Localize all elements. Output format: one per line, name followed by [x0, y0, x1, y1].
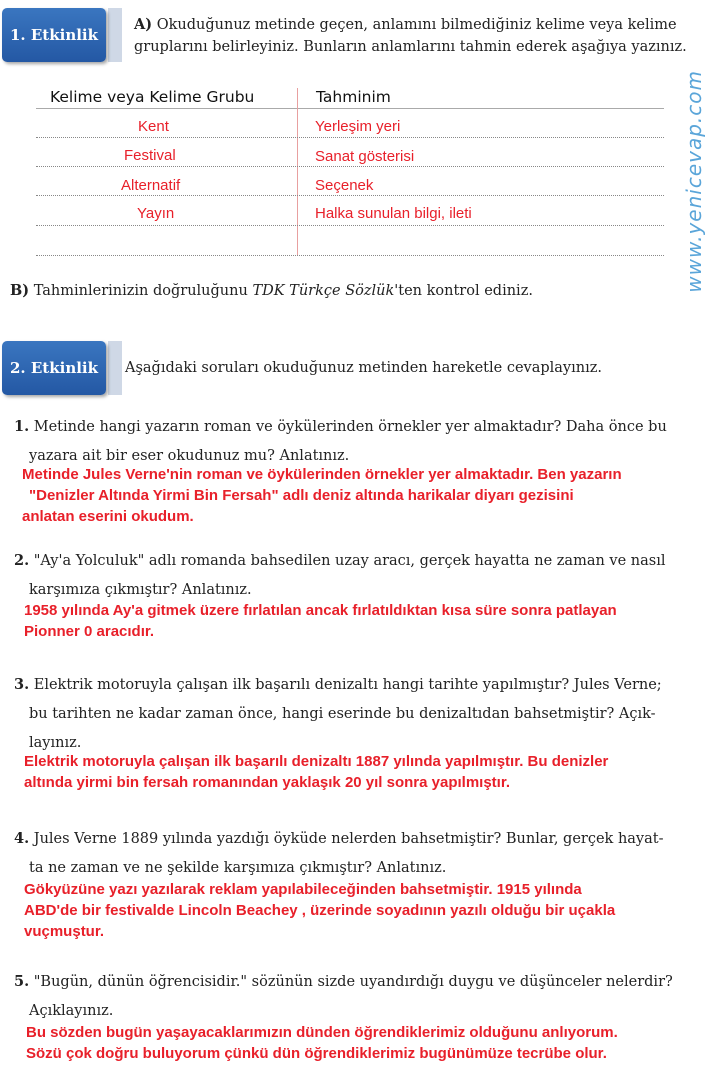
question-line: Jules Verne 1889 yılında yazdığı öyküde nelerden bahsetmiştir? Bunlar, gerçek hayat-	[33, 831, 664, 847]
answer-2	[24, 600, 617, 642]
question-number: 3.	[14, 676, 30, 693]
question-line: "Ay'a Yolculuk" adlı romanda bahsedilen uzay aracı, gerçek hayatta ne zaman ve nasıl	[33, 553, 666, 569]
answer-line: 1958 yılında Ay'a gitmek üzere fırlatılan ancak fırlatıldıktan kısa süre sonra patlayan	[24, 602, 617, 619]
table-header-guess: Tahminim	[316, 88, 391, 106]
answer-line: Sözü çok doğru buluyorum çünkü dün öğrendiklerimiz bugünümüze tecrübe olur.	[26, 1045, 607, 1062]
table-cell-guess: Halka sunulan bilgi, ileti	[315, 205, 472, 222]
question-1	[14, 412, 667, 471]
activity1-part-b	[10, 282, 533, 299]
question-4	[14, 824, 664, 883]
answer-line: Metinde Jules Verne'nin roman ve öykülerinden örnekler yer almaktadır. Ben yazarın	[22, 466, 622, 483]
answer-line: Gökyüzüne yazı yazılarak reklam yapılabileceğinden bahsetmiştir. 1915 yılında	[24, 881, 582, 898]
part-a-line2: gruplarını belirleyiniz. Bunların anlamlarını tahmin ederek aşağıya yazınız.	[134, 39, 687, 55]
table-cell-word: Festival	[124, 147, 176, 164]
answer-3	[24, 751, 608, 793]
activity1-badge: 1. Etkinlik	[2, 8, 106, 62]
part-a-line1: Okuduğunuz metinde geçen, anlamını bilmediğiniz kelime veya kelime	[156, 17, 677, 33]
table-column-divider	[297, 88, 298, 256]
table-cell-guess: Yerleşim yeri	[315, 118, 401, 135]
question-number: 2.	[14, 552, 30, 569]
part-b-post: 'ten kontrol ediniz.	[394, 283, 533, 299]
question-number: 1.	[14, 418, 30, 435]
answer-line: "Denizler Altında Yirmi Bin Fersah" adlı deniz altında harikalar diyarı gezisini	[29, 487, 574, 504]
watermark-text: www.yenicevap.com	[682, 70, 706, 293]
table-cell-guess: Sanat gösterisi	[315, 148, 415, 165]
question-line: Elektrik motoruyla çalışan ilk başarılı denizaltı hangi tarihte yapılmıştır? Jules Verne;	[33, 677, 662, 693]
table-row-line	[36, 225, 664, 226]
question-line: Metinde hangi yazarın roman ve öykülerinden örnekler yer almaktadır? Daha önce bu	[33, 419, 667, 435]
question-5	[14, 967, 673, 1026]
part-a-label: A)	[134, 16, 153, 33]
question-line: ta ne zaman ve ne şekilde karşımıza çıkmıştır? Anlatınız.	[29, 860, 447, 876]
table-cell-word: Alternatif	[121, 177, 181, 194]
question-line: bu tarihten ne kadar zaman önce, hangi eserinde bu denizaltıdan bahsetmiştir? Açık-	[29, 706, 656, 722]
part-b-label: B)	[10, 282, 30, 299]
question-line: "Bugün, dünün öğrencisidir." sözünün sizde uyandırdığı duygu ve düşünceler nelerdir?	[33, 974, 673, 990]
table-row-line	[36, 166, 664, 167]
answer-line: anlatan eserini okudum.	[22, 508, 194, 525]
table-cell-word: Yayın	[137, 205, 175, 222]
table-header-word: Kelime veya Kelime Grubu	[50, 88, 255, 106]
badge-tab-decoration	[108, 341, 122, 395]
question-line: yazara ait bir eser okudunuz mu? Anlatınız.	[29, 448, 350, 464]
question-line: Açıklayınız.	[29, 1003, 114, 1019]
activity1-part-a	[134, 14, 704, 58]
question-number: 5.	[14, 973, 30, 990]
answer-line: Elektrik motoruyla çalışan ilk başarılı denizaltı 1887 yılında yapılmıştır. Bu denizler	[24, 753, 609, 770]
question-number: 4.	[14, 830, 30, 847]
table-cell-guess: Seçenek	[315, 177, 374, 194]
table-row-line	[36, 195, 664, 196]
part-b-italic: TDK Türkçe Sözlük	[252, 283, 395, 299]
table-cell-word: Kent	[138, 118, 169, 135]
table-row-line	[36, 137, 664, 138]
answer-line: Bu sözden bugün yaşayacaklarımızın dünden öğrendiklerimiz olduğunu anlıyorum.	[26, 1024, 618, 1041]
answer-5	[26, 1022, 618, 1064]
answer-line: altında yirmi bin fersah romanından yaklaşık 20 yıl sonra yapılmıştır.	[24, 774, 511, 791]
part-b-pre: Tahminlerinizin doğruluğunu	[33, 283, 248, 299]
answer-4	[24, 879, 615, 942]
question-line: karşımıza çıkmıştır? Anlatınız.	[29, 582, 252, 598]
answer-line: ABD'de bir festivalde Lincoln Beachey , üzerinde soyadının yazılı olduğu bir uçakla	[24, 902, 616, 919]
question-3	[14, 670, 662, 758]
activity2-intro: Aşağıdaki soruları okuduğunuz metinden hareketle cevaplayınız.	[125, 360, 602, 376]
badge-tab-decoration	[108, 8, 122, 62]
table-header-underline	[36, 108, 664, 109]
answer-line: vuçmuştur.	[24, 923, 105, 940]
answer-line: Pionner 0 aracıdır.	[24, 623, 155, 640]
question-line: layınız.	[29, 735, 82, 751]
activity2-badge: 2. Etkinlik	[2, 341, 106, 395]
question-2	[14, 546, 666, 605]
table-row-line	[36, 255, 664, 256]
answer-1	[22, 464, 622, 527]
